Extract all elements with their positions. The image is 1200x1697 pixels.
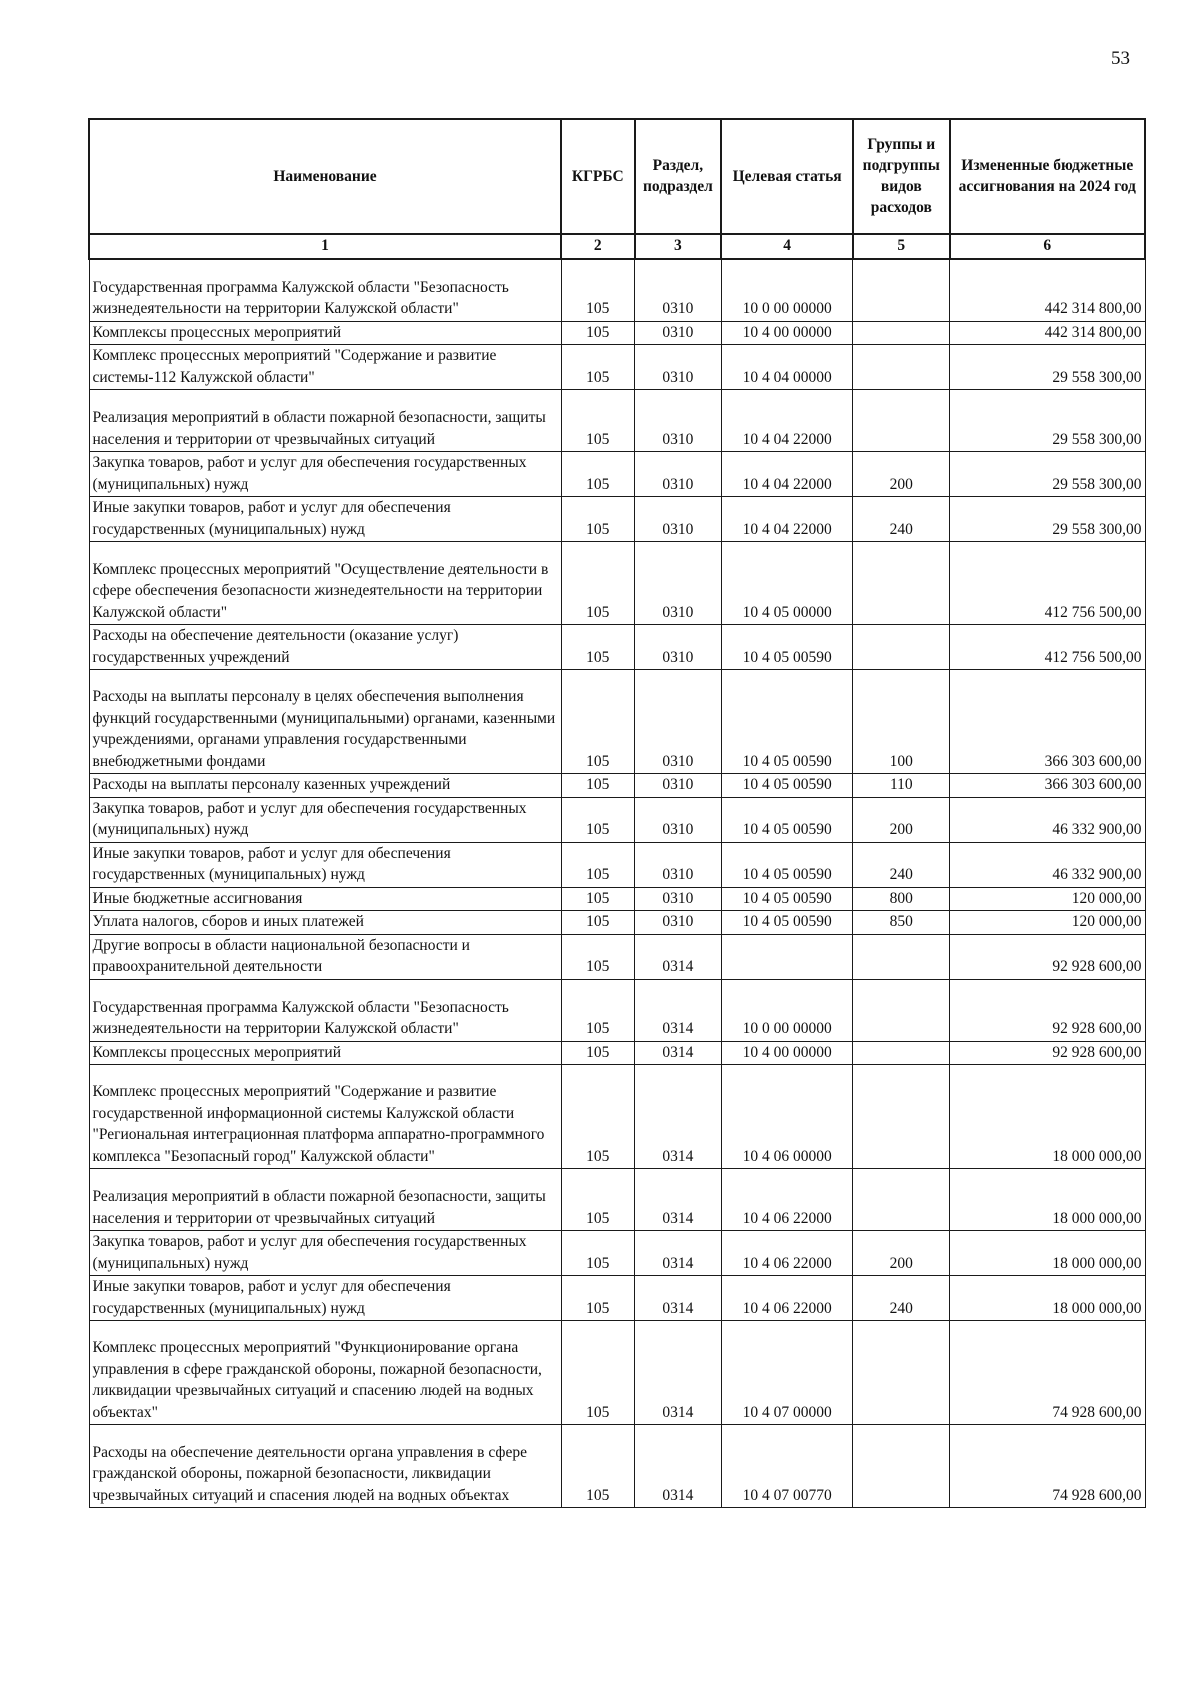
cell-tselevaya: 10 4 00 00000 <box>721 321 853 345</box>
cell-amount: 29 558 300,00 <box>950 390 1145 452</box>
table-row <box>89 390 1145 452</box>
cell-vid <box>853 345 950 390</box>
cell-razdel: 0310 <box>635 842 722 887</box>
table-row <box>89 1041 1145 1065</box>
cell-razdel: 0310 <box>635 345 722 390</box>
cell-vid: 200 <box>853 797 950 842</box>
cell-kgrbs: 105 <box>561 774 635 798</box>
header-kgrbs: КГРБС <box>561 119 635 234</box>
cell-tselevaya <box>721 934 853 979</box>
cell-vid <box>853 1065 950 1169</box>
cell-name: Иные бюджетные ассигнования <box>89 887 561 911</box>
cell-razdel: 0314 <box>635 979 722 1041</box>
cell-kgrbs: 105 <box>561 911 635 935</box>
cell-tselevaya: 10 4 07 00000 <box>721 1321 853 1425</box>
table-row <box>89 452 1145 497</box>
table-row <box>89 670 1145 774</box>
table-body <box>89 259 1145 1508</box>
cell-name: Государственная программа Калужской области "Безопасность жизнедеятельности на территории Калужской области" <box>89 259 561 321</box>
table-row <box>89 1321 1145 1425</box>
table-row <box>89 497 1145 542</box>
cell-tselevaya: 10 4 04 22000 <box>721 390 853 452</box>
cell-vid: 240 <box>853 842 950 887</box>
column-number: 3 <box>635 234 722 259</box>
table-row <box>89 345 1145 390</box>
cell-amount: 46 332 900,00 <box>950 797 1145 842</box>
cell-razdel: 0314 <box>635 1065 722 1169</box>
cell-amount: 29 558 300,00 <box>950 345 1145 390</box>
cell-vid: 200 <box>853 452 950 497</box>
cell-name: Иные закупки товаров, работ и услуг для обеспечения государственных (муниципальных) нужд <box>89 842 561 887</box>
cell-razdel: 0314 <box>635 934 722 979</box>
table-row <box>89 887 1145 911</box>
cell-tselevaya: 10 4 05 00000 <box>721 542 853 625</box>
column-number: 2 <box>561 234 635 259</box>
cell-tselevaya: 10 0 00 00000 <box>721 979 853 1041</box>
cell-vid: 240 <box>853 1276 950 1321</box>
cell-tselevaya: 10 0 00 00000 <box>721 259 853 321</box>
cell-kgrbs: 105 <box>561 887 635 911</box>
cell-tselevaya: 10 4 04 22000 <box>721 452 853 497</box>
table-row <box>89 774 1145 798</box>
cell-amount: 366 303 600,00 <box>950 670 1145 774</box>
cell-amount: 92 928 600,00 <box>950 1041 1145 1065</box>
cell-kgrbs: 105 <box>561 670 635 774</box>
cell-razdel: 0314 <box>635 1276 722 1321</box>
cell-name: Государственная программа Калужской области "Безопасность жизнедеятельности на территории Калужской области" <box>89 979 561 1041</box>
cell-kgrbs: 105 <box>561 390 635 452</box>
cell-vid <box>853 934 950 979</box>
cell-vid <box>853 1041 950 1065</box>
cell-kgrbs: 105 <box>561 1169 635 1231</box>
cell-razdel: 0314 <box>635 1321 722 1425</box>
cell-amount: 18 000 000,00 <box>950 1276 1145 1321</box>
cell-vid <box>853 625 950 670</box>
cell-name: Иные закупки товаров, работ и услуг для обеспечения государственных (муниципальных) нужд <box>89 1276 561 1321</box>
column-number-row <box>89 234 1145 259</box>
cell-name: Расходы на выплаты персоналу казенных учреждений <box>89 774 561 798</box>
cell-tselevaya: 10 4 05 00590 <box>721 887 853 911</box>
cell-amount: 120 000,00 <box>950 911 1145 935</box>
cell-name: Комплексы процессных мероприятий <box>89 1041 561 1065</box>
cell-tselevaya: 10 4 04 00000 <box>721 345 853 390</box>
cell-name: Закупка товаров, работ и услуг для обеспечения государственных (муниципальных) нужд <box>89 452 561 497</box>
cell-kgrbs: 105 <box>561 1231 635 1276</box>
cell-tselevaya: 10 4 05 00590 <box>721 774 853 798</box>
cell-razdel: 0310 <box>635 259 722 321</box>
cell-tselevaya: 10 4 05 00590 <box>721 797 853 842</box>
cell-tselevaya: 10 4 05 00590 <box>721 625 853 670</box>
header-tselevaya: Целевая статья <box>721 119 853 234</box>
cell-tselevaya: 10 4 06 22000 <box>721 1231 853 1276</box>
cell-amount: 442 314 800,00 <box>950 321 1145 345</box>
cell-name: Уплата налогов, сборов и иных платежей <box>89 911 561 935</box>
table-row <box>89 979 1145 1041</box>
cell-razdel: 0310 <box>635 390 722 452</box>
cell-vid <box>853 390 950 452</box>
cell-tselevaya: 10 4 06 22000 <box>721 1276 853 1321</box>
cell-kgrbs: 105 <box>561 979 635 1041</box>
cell-kgrbs: 105 <box>561 625 635 670</box>
cell-amount: 74 928 600,00 <box>950 1425 1145 1508</box>
table-row <box>89 321 1145 345</box>
cell-razdel: 0310 <box>635 911 722 935</box>
cell-kgrbs: 105 <box>561 1425 635 1508</box>
cell-kgrbs: 105 <box>561 452 635 497</box>
cell-name: Другие вопросы в области национальной безопасности и правоохранительной деятельности <box>89 934 561 979</box>
budget-table <box>88 118 1146 1508</box>
header-amount: Измененные бюджетные ассигнования на 2024 год <box>950 119 1145 234</box>
cell-amount: 18 000 000,00 <box>950 1065 1145 1169</box>
cell-amount: 18 000 000,00 <box>950 1169 1145 1231</box>
cell-vid <box>853 1425 950 1508</box>
table-row <box>89 259 1145 321</box>
cell-name: Комплекс процессных мероприятий "Осуществление деятельности в сфере обеспечения безопасности жизнедеятельности на территории Калужской области" <box>89 542 561 625</box>
cell-amount: 92 928 600,00 <box>950 934 1145 979</box>
cell-razdel: 0310 <box>635 670 722 774</box>
cell-kgrbs: 105 <box>561 934 635 979</box>
cell-razdel: 0310 <box>635 497 722 542</box>
cell-name: Расходы на обеспечение деятельности органа управления в сфере гражданской обороны, пожарной безопасности, ликвидации чрезвычайных ситуаций и спасения людей на водных объектах <box>89 1425 561 1508</box>
cell-razdel: 0310 <box>635 625 722 670</box>
cell-name: Иные закупки товаров, работ и услуг для обеспечения государственных (муниципальных) нужд <box>89 497 561 542</box>
cell-name: Закупка товаров, работ и услуг для обеспечения государственных (муниципальных) нужд <box>89 797 561 842</box>
table-row <box>89 911 1145 935</box>
cell-amount: 412 756 500,00 <box>950 542 1145 625</box>
cell-tselevaya: 10 4 07 00770 <box>721 1425 853 1508</box>
cell-razdel: 0314 <box>635 1231 722 1276</box>
table-row <box>89 797 1145 842</box>
cell-tselevaya: 10 4 04 22000 <box>721 497 853 542</box>
cell-amount: 120 000,00 <box>950 887 1145 911</box>
table-row <box>89 1065 1145 1169</box>
cell-name: Расходы на выплаты персоналу в целях обеспечения выполнения функций государственными (муниципальными) органами, казенными учреждениями, органами управления государственными внебюджетными фондами <box>89 670 561 774</box>
table-row <box>89 934 1145 979</box>
cell-vid: 100 <box>853 670 950 774</box>
cell-kgrbs: 105 <box>561 321 635 345</box>
cell-razdel: 0314 <box>635 1169 722 1231</box>
cell-tselevaya: 10 4 05 00590 <box>721 670 853 774</box>
cell-razdel: 0314 <box>635 1425 722 1508</box>
cell-kgrbs: 105 <box>561 797 635 842</box>
table-row <box>89 1231 1145 1276</box>
cell-amount: 92 928 600,00 <box>950 979 1145 1041</box>
cell-vid <box>853 542 950 625</box>
header-vid: Группы и подгруппы видов расходов <box>853 119 950 234</box>
cell-tselevaya: 10 4 05 00590 <box>721 911 853 935</box>
cell-razdel: 0310 <box>635 321 722 345</box>
column-number: 6 <box>950 234 1145 259</box>
page-number: 53 <box>1111 48 1130 69</box>
cell-vid: 800 <box>853 887 950 911</box>
cell-vid <box>853 321 950 345</box>
column-number: 4 <box>721 234 853 259</box>
table-row <box>89 542 1145 625</box>
cell-name: Комплексы процессных мероприятий <box>89 321 561 345</box>
cell-razdel: 0310 <box>635 452 722 497</box>
cell-vid <box>853 979 950 1041</box>
cell-kgrbs: 105 <box>561 259 635 321</box>
cell-kgrbs: 105 <box>561 497 635 542</box>
table-row <box>89 625 1145 670</box>
cell-amount: 29 558 300,00 <box>950 497 1145 542</box>
cell-razdel: 0314 <box>635 1041 722 1065</box>
cell-tselevaya: 10 4 00 00000 <box>721 1041 853 1065</box>
cell-vid: 110 <box>853 774 950 798</box>
cell-name: Расходы на обеспечение деятельности (оказание услуг) государственных учреждений <box>89 625 561 670</box>
cell-razdel: 0310 <box>635 887 722 911</box>
cell-razdel: 0310 <box>635 542 722 625</box>
cell-name: Комплекс процессных мероприятий "Функционирование органа управления в сфере гражданской обороны, пожарной безопасности, ликвидации чрезвычайных ситуаций и спасению людей на водных объектах" <box>89 1321 561 1425</box>
cell-name: Комплекс процессных мероприятий "Содержание и развитие системы-112 Калужской области" <box>89 345 561 390</box>
cell-amount: 412 756 500,00 <box>950 625 1145 670</box>
cell-kgrbs: 105 <box>561 1065 635 1169</box>
cell-razdel: 0310 <box>635 797 722 842</box>
cell-tselevaya: 10 4 06 00000 <box>721 1065 853 1169</box>
cell-tselevaya: 10 4 05 00590 <box>721 842 853 887</box>
cell-vid <box>853 1169 950 1231</box>
cell-kgrbs: 105 <box>561 345 635 390</box>
cell-amount: 46 332 900,00 <box>950 842 1145 887</box>
cell-vid: 240 <box>853 497 950 542</box>
cell-razdel: 0310 <box>635 774 722 798</box>
cell-name: Реализация мероприятий в области пожарной безопасности, защиты населения и территории от чрезвычайных ситуаций <box>89 1169 561 1231</box>
cell-tselevaya: 10 4 06 22000 <box>721 1169 853 1231</box>
cell-amount: 29 558 300,00 <box>950 452 1145 497</box>
cell-name: Реализация мероприятий в области пожарной безопасности, защиты населения и территории от чрезвычайных ситуаций <box>89 390 561 452</box>
cell-vid: 850 <box>853 911 950 935</box>
cell-kgrbs: 105 <box>561 1041 635 1065</box>
cell-kgrbs: 105 <box>561 1321 635 1425</box>
header-name: Наименование <box>89 119 561 234</box>
header-razdel: Раздел, подраздел <box>635 119 722 234</box>
table-row <box>89 1169 1145 1231</box>
column-number: 1 <box>89 234 561 259</box>
cell-vid: 200 <box>853 1231 950 1276</box>
table-row <box>89 842 1145 887</box>
table-row <box>89 1276 1145 1321</box>
cell-name: Закупка товаров, работ и услуг для обеспечения государственных (муниципальных) нужд <box>89 1231 561 1276</box>
cell-amount: 442 314 800,00 <box>950 259 1145 321</box>
table-row <box>89 1425 1145 1508</box>
cell-vid <box>853 259 950 321</box>
cell-amount: 18 000 000,00 <box>950 1231 1145 1276</box>
table-header-row <box>89 119 1145 234</box>
cell-name: Комплекс процессных мероприятий "Содержание и развитие государственной информационной системы Калужской области "Региональная интеграционная платформа аппаратно-программного комплекса "Безопасный город" Калужской области" <box>89 1065 561 1169</box>
cell-kgrbs: 105 <box>561 1276 635 1321</box>
column-number: 5 <box>853 234 950 259</box>
cell-kgrbs: 105 <box>561 842 635 887</box>
cell-kgrbs: 105 <box>561 542 635 625</box>
cell-vid <box>853 1321 950 1425</box>
cell-amount: 74 928 600,00 <box>950 1321 1145 1425</box>
cell-amount: 366 303 600,00 <box>950 774 1145 798</box>
